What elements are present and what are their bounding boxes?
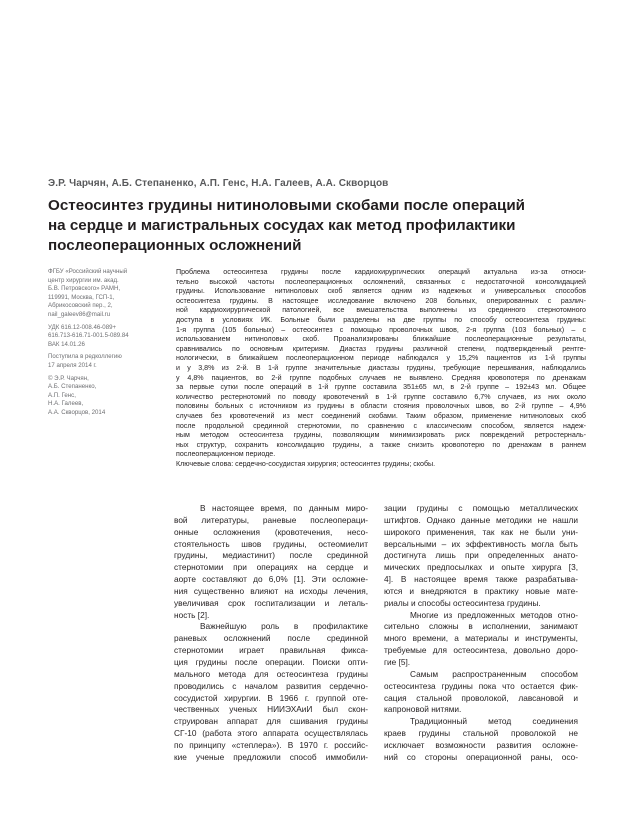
body-line: остеосинтеза грудины пока что остается фик-: [384, 680, 578, 691]
body-line: сация стальной проволокой, лавсановой и: [384, 692, 578, 703]
affiliation-line: ФГБУ «Российский научный: [48, 268, 128, 275]
body-line: Традиционный метод соединения: [410, 716, 578, 727]
body-line: по принципу «степлера»). В 1970 г. российс-: [174, 739, 368, 750]
body-line: В настоящее время, по данным миро-: [200, 503, 368, 513]
title-line: Остеосинтез грудины нитиноловыми скобами после операций: [48, 197, 526, 214]
body-line: чественных ученых НИИЭХАиИ был скон-: [174, 704, 368, 715]
copyright-line: А.Б. Степаненко,: [48, 383, 97, 391]
body-line: 4]. В настоящее время также разрабатыва-: [384, 574, 578, 585]
abstract-line: остеосинтеза грудины. В настоящее исследование включено 208 больных, оперированных с различ-: [176, 296, 586, 305]
title-line: послеоперационных осложнений: [48, 237, 302, 254]
body-line: ются и внедряются в практику новые мате-: [384, 585, 578, 596]
keywords: Ключевые слова: сердечно-сосудистая хирургия; остеосинтез грудины; скобы.: [176, 459, 436, 468]
body-line: мального метода для остеосинтеза грудины: [174, 668, 368, 679]
email-link[interactable]: nail_galeev86@mail.ru: [48, 310, 111, 318]
udc-line: ВАК 14.01.26: [48, 340, 85, 348]
body-line: проводились с началом развития сердечно-: [174, 680, 368, 691]
abstract-line: послеоперационном периоде.: [176, 450, 276, 459]
body-line: требуемые для остеосинтеза, довольно доро-: [384, 645, 578, 656]
body-line: Важнейшую роль в профилактике: [200, 621, 368, 632]
body-line: грудины, медиастинит) после срединной: [174, 550, 368, 561]
abstract-line: и у 3,8% из 2-й. В 1-й группе значительные диастазы грудины, требующие перешивания, наблюдались: [176, 363, 586, 372]
article-title: [48, 196, 588, 256]
body-line: аорте составляют до 6,0% [1]. Эти осложне-: [174, 574, 368, 585]
abstract-line: ных структур, сохранить консолидацию грудины, а также снизить кровопотерю по дренажам в раннем: [176, 440, 586, 449]
copyright: [48, 375, 166, 418]
copyright-line: А.П. Генс,: [48, 391, 76, 399]
body-line: СГ-10 (работа этого аппарата осуществлялась: [174, 728, 368, 739]
abstract-line: у 4,8% пациентов, во 2-й группе подобных случаев не выявлено. Средняя кровопотеря по дренажам: [176, 373, 586, 382]
copyright-line: А.А. Скворцов, 2014: [48, 408, 106, 416]
affiliation-line: центр хирургии им. акад.: [48, 276, 119, 284]
abstract-line: 1-я группа (105 больных) – остеосинтез с помощью проволочных швов, 2-я группа (103 больных) – с: [176, 325, 586, 334]
body-line: вой литературы, раневые послеопераци-: [174, 514, 368, 525]
body-line: сосудистой хирургии. В 1966 г. группой оте-: [174, 692, 368, 703]
body-line: достигнута лишь при определенных анато-: [384, 550, 578, 561]
body-line: струирован аппарат для сшивания грудины: [174, 716, 368, 727]
received-date: [48, 353, 166, 370]
body-line: мических предпосылках и опыте хирурга [3,: [384, 562, 578, 573]
received-line: 17 апреля 2014 г.: [48, 361, 97, 369]
abstract-line: за первые сутки после операций в 1-й группе составила 351±65 мл, в 2-й группе – 192±43 мл. Общее: [176, 383, 586, 392]
abstract-line: после продольной срединной стернотомии, по сравнению с классическим способом, является надеж-: [176, 421, 586, 430]
body-line: ность [2].: [174, 609, 210, 620]
body-line: риалы и способы остеосинтеза грудины.: [384, 597, 541, 608]
abstract: [176, 268, 586, 469]
abstract-line: половины больных с источником из грудины в области стояния проволочных швов, во 2-й группе – 4,9%: [176, 402, 586, 411]
body-column-left: [174, 503, 368, 764]
abstract-line: доступа в условиях ИК. Больные были разделены на две группы по способу остеосинтеза грудины:: [176, 315, 586, 324]
body-line: раневых осложнений после срединной: [174, 633, 368, 644]
body-line: гие [5].: [384, 656, 411, 667]
authors: Э.Р. Чарчян, А.Б. Степаненко, А.П. Генс, Н.А. Галеев, А.А. Скворцов: [48, 178, 389, 189]
udc-line: 616.713-616.71-001.5-089.84: [48, 332, 129, 340]
body-line: стернотомии играет правильная фикса-: [174, 645, 368, 656]
body-line: стоятельность швов грудины, остеомиелит: [174, 538, 368, 549]
copyright-line: © Э.Р. Чарчян,: [48, 374, 89, 382]
abstract-line: тельно высокой частоты послеоперационных осложнений, связанных с недостаточной консолидацией: [176, 277, 586, 286]
abstract-line: сравнивались по основным критериям. Диастаз грудины различной степени, подтвержденный рентге-: [176, 344, 586, 353]
abstract-line: использованием нитиноловых скоб. Проанализированы ближайшие послеоперационные результаты,: [176, 335, 586, 344]
body-line: ния существенно влияют на исходы лечения,: [174, 585, 368, 596]
abstract-line: случаев без кровотечений из мест соединений скобами. Таким образом, применение нитиноловых скоб: [176, 411, 586, 420]
body-line: капроновой нитями.: [384, 704, 462, 715]
body-line: версальными – их эффективность могла быть: [384, 538, 578, 549]
abstract-line: ной кардиохирургической патологией, все вмешательства выполнены из срединного стернотомного: [176, 306, 586, 315]
body-line: увеличивая срок госпитализации и леталь-: [174, 597, 368, 608]
body-line: исключает возможности развития осложне-: [384, 739, 578, 750]
abstract-line: ным методом остеосинтеза грудины, позволяющим минимизировать риск повреждений ретростерналь-: [176, 431, 586, 440]
body-line: кие ученые предложили способ иммобили-: [174, 751, 368, 762]
abstract-line: нологически, в ближайшем послеоперационном периоде наблюдался у 15,2% пациентов из 1-й группы: [176, 354, 586, 363]
received-line: Поступила в редколлегию: [48, 353, 122, 361]
body-line: ция грудины после операции. Поиски опти-: [174, 656, 368, 667]
body-line: зации грудины с помощью металлических: [384, 503, 578, 513]
abstract-line: грудины. Использование нитиноловых скоб является одним из надежных и универсальных способов: [176, 287, 586, 296]
udc-line: УДК 616.12-008.46-089+: [48, 323, 117, 331]
body-line: Многие из предложенных методов отно-: [410, 609, 578, 620]
body-line: много времени, а материалы и инструменты,: [384, 633, 578, 644]
abstract-line: Проблема остеосинтеза грудины после кардиохирургических операций актуальна из-за относи-: [176, 268, 586, 276]
body-line: сительно сложны в исполнении, занимают: [384, 621, 578, 632]
body-line: ний со стороны операционной раны, осо-: [384, 751, 578, 762]
body-line: широкого применения, так как не были уни-: [384, 526, 578, 537]
body-line: штифтов. Однако данные методики не нашли: [384, 514, 578, 525]
udc-codes: [48, 324, 166, 350]
copyright-line: Н.А. Галеев,: [48, 400, 84, 408]
article-meta-sidebar: [48, 268, 166, 422]
body-line: краев грудины стальной проволокой не: [384, 728, 578, 739]
body-line: онные осложнения (кровотечения, несо-: [174, 526, 368, 537]
body-column-right: [384, 503, 578, 764]
body-line: стернотомии при операциях на сердце и: [174, 562, 368, 573]
title-line: на сердце и магистральных сосудах как метод профилактики: [48, 217, 516, 234]
body-line: Самым распространенным способом: [410, 668, 578, 679]
abstract-line: количество рестернотомий по поводу кровотечений в 1-й группе составило 6,7% случаев, из них около: [176, 392, 586, 401]
affiliation-line: Б.В. Петровского» РАМН,: [48, 285, 121, 293]
affiliation: [48, 268, 166, 320]
affiliation-line: Абрикосовский пер., 2,: [48, 302, 113, 310]
affiliation-line: 119991, Москва, ГСП-1,: [48, 293, 115, 301]
